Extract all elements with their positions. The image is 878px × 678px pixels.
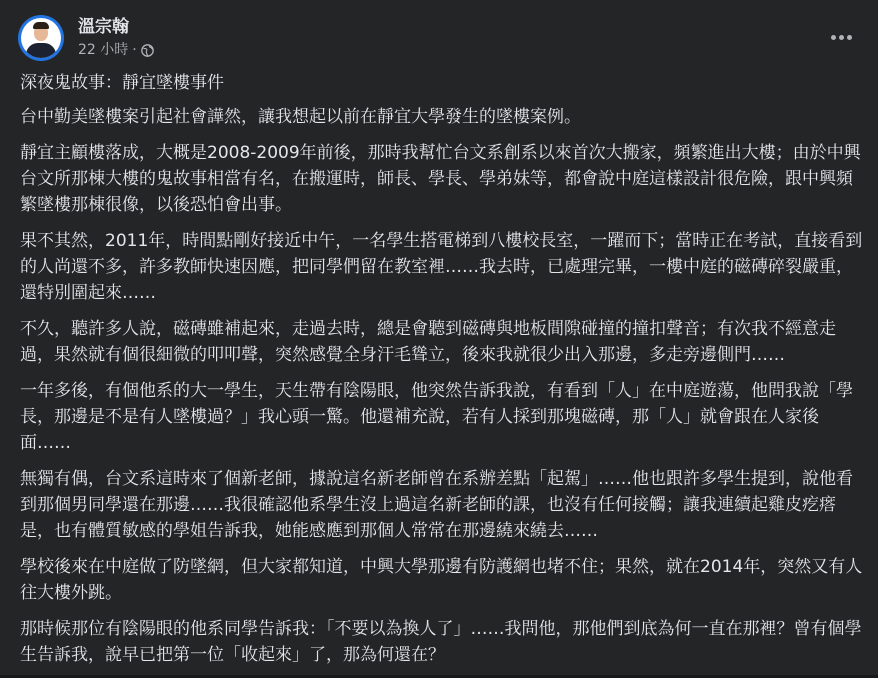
post-meta [78,16,154,60]
post-paragraph: 學校後來在中庭做了防墜網，但大家都知道，中興大學那邊有防護網也堵不住；果然，就在2014年，突然又有人往大樓外跳。 [20,557,863,603]
separator-dot: · [132,42,137,58]
more-options-button[interactable] [826,26,856,48]
post-paragraph: 台中勤美墜樓案引起社會譁然，讓我想起以前在靜宜大學發生的墜樓案例。 [20,107,581,127]
post-paragraph: 不久，聽許多人說，磁磚雖補起來，走過去時，總是會聽到磁磚與地板間隙碰撞的撞扣聲音；有次我不經意走過，果然就有個很細微的叩叩聲，突然感覺全身汗毛聳立，後來我就很少出入那邊，多走旁邊側門…… [20,319,836,365]
post-subline [78,40,154,60]
more-horizontal-icon [831,35,836,40]
post-body [20,70,865,678]
post-paragraph: 那時候那位有陰陽眼的他系同學告訴我：「不要以為換人了」……我問他，那他們到底為何一直在那裡？曾有個學生告訴我，說早已把第一位「收起來」了，那為何還在？ [20,619,862,665]
post-paragraph: 無獨有偶，台文系這時來了個新老師，據說這名新老師曾在系辦差點「起駕」……他也跟許多學生提到，說他看到那個男同學還在那邊……我很確認他系學生沒上過這名新老師的課，也沒有任何接觸；讓我連續起雞皮疙瘩是，也有體質敏感的學姐告訴我，她能感應到那個人常常在那邊繞來繞去…… [20,469,853,541]
post-paragraph: 靜宜主顧樓落成，大概是2008-2009年前後，那時我幫忙台文系創系以來首次大搬家，頻繁進出大樓；由於中興台文所那棟大樓的鬼故事相當有名，在搬運時，師長、學長、學弟妹等，都會說中庭這樣設計很危險，跟中興頻繁墜樓那棟很像，以後恐怕會出事。 [20,143,861,215]
post-title: 深夜鬼故事：靜宜墜樓事件 [20,73,224,93]
globe-icon[interactable] [141,44,154,57]
post-paragraph: 一年多後，有個他系的大一學生，天生帶有陰陽眼，他突然告訴我說，有看到「人」在中庭遊蕩，他問我說「學長，那邊是不是有人墜樓過？」我心頭一驚。他還補充說，若有人採到那塊磁磚，那「人」就會跟在人家後面…… [20,381,853,453]
avatar[interactable] [18,15,64,61]
post-paragraph: 果不其然，2011年，時間點剛好接近中午，一名學生搭電梯到八樓校長室，一躍而下；當時正在考試，直接看到的人尚還不多，許多教師快速因應，把同學們留在教室裡……我去時，已處理完畢，一樓中庭的磁磚碎裂嚴重，還特別圍起來…… [20,231,863,303]
avatar-photo [21,18,61,58]
post-timestamp[interactable]: 22 小時 [78,42,129,58]
post-header [18,14,154,62]
author-name[interactable]: 溫宗翰 [78,17,129,37]
